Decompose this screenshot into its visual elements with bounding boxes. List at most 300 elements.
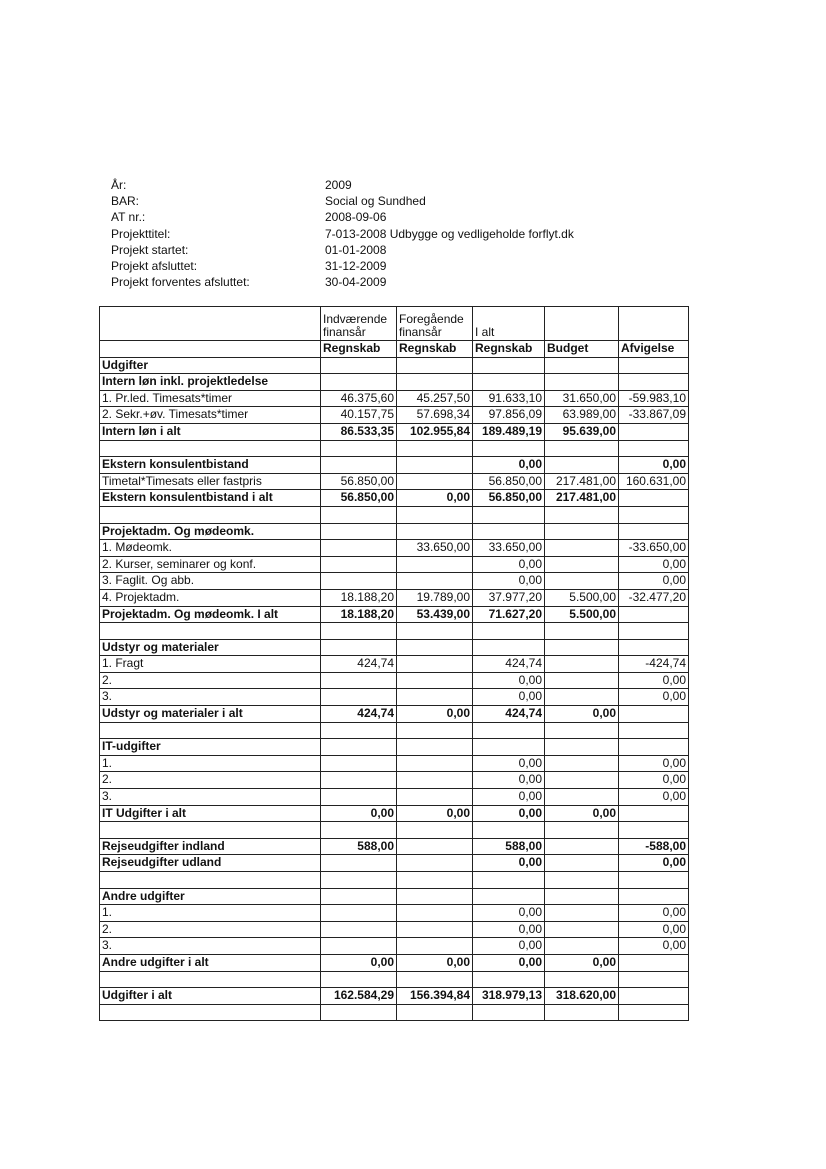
- value-cell: [619, 888, 689, 905]
- info-label: År:: [111, 178, 127, 192]
- value-cell: [473, 1004, 545, 1021]
- row-label-cell: 3.: [100, 689, 321, 706]
- row-label-cell: Ekstern konsulentbistand i alt: [100, 490, 321, 507]
- row-label-cell: Rejseudgifter indland: [100, 838, 321, 855]
- info-label: AT nr.:: [111, 210, 146, 225]
- value-cell: [321, 905, 397, 922]
- value-cell: 71.627,20: [473, 606, 545, 623]
- value-cell: [545, 374, 619, 391]
- value-cell: 31.650,00: [545, 390, 619, 407]
- value-cell: -33.650,00: [619, 540, 689, 557]
- row-label-cell: Andre udgifter i alt: [100, 954, 321, 971]
- value-cell: [619, 440, 689, 457]
- value-cell: [321, 523, 397, 540]
- value-cell: [545, 921, 619, 938]
- value-cell: 0,00: [397, 490, 473, 507]
- value-cell: 5.500,00: [545, 589, 619, 606]
- value-cell: [619, 639, 689, 656]
- value-cell: [473, 639, 545, 656]
- value-cell: [321, 971, 397, 988]
- value-cell: 97.856,09: [473, 407, 545, 424]
- value-cell: [619, 506, 689, 523]
- row-label-cell: [100, 822, 321, 839]
- value-cell: [321, 357, 397, 374]
- value-cell: 0,00: [619, 905, 689, 922]
- value-cell: [473, 739, 545, 756]
- value-cell: [397, 656, 473, 673]
- table-row: [100, 390, 689, 407]
- info-row: [111, 193, 574, 209]
- table-row: [100, 722, 689, 739]
- table-row: [100, 905, 689, 922]
- value-cell: [397, 440, 473, 457]
- value-cell: [397, 822, 473, 839]
- value-cell: -32.477,20: [619, 589, 689, 606]
- value-cell: [545, 772, 619, 789]
- project-info: [111, 177, 574, 290]
- value-cell: 95.639,00: [545, 423, 619, 440]
- value-cell: [619, 971, 689, 988]
- info-label: Projekttitel:: [111, 226, 171, 241]
- value-cell: 0,00: [473, 573, 545, 590]
- value-cell: 156.394,84: [397, 988, 473, 1005]
- table-row: [100, 838, 689, 855]
- row-label-cell: Intern løn i alt: [100, 423, 321, 440]
- table-row: [100, 606, 689, 623]
- row-label-cell: 2.: [100, 672, 321, 689]
- value-cell: 0,00: [473, 805, 545, 822]
- value-cell: [397, 739, 473, 756]
- value-cell: [321, 872, 397, 889]
- value-cell: [397, 772, 473, 789]
- table-row: [100, 706, 689, 723]
- value-cell: [321, 888, 397, 905]
- value-cell: 217.481,00: [545, 490, 619, 507]
- value-cell: [619, 490, 689, 507]
- row-label-cell: Udgifter: [100, 357, 321, 374]
- table-row: [100, 755, 689, 772]
- info-row: [111, 226, 574, 242]
- value-cell: [619, 805, 689, 822]
- value-cell: [397, 523, 473, 540]
- value-cell: 102.955,84: [397, 423, 473, 440]
- value-cell: 0,00: [545, 706, 619, 723]
- table-row: [100, 490, 689, 507]
- value-cell: [397, 639, 473, 656]
- value-cell: [545, 755, 619, 772]
- value-cell: 588,00: [321, 838, 397, 855]
- row-label-cell: IT Udgifter i alt: [100, 805, 321, 822]
- value-cell: 56.850,00: [321, 473, 397, 490]
- table-row: [100, 954, 689, 971]
- table-row: [100, 971, 689, 988]
- info-row: [111, 242, 574, 258]
- table-row: [100, 872, 689, 889]
- value-cell: 0,00: [545, 805, 619, 822]
- value-cell: [321, 789, 397, 806]
- value-cell: 588,00: [473, 838, 545, 855]
- value-cell: [545, 1004, 619, 1021]
- row-label-cell: 2.: [100, 921, 321, 938]
- value-cell: 0,00: [619, 573, 689, 590]
- value-cell: [397, 457, 473, 474]
- value-cell: 0,00: [397, 805, 473, 822]
- value-cell: [545, 307, 619, 341]
- info-label: BAR:: [111, 194, 140, 209]
- budget-table-body: [100, 307, 689, 1021]
- value-cell: [473, 440, 545, 457]
- value-cell: [545, 457, 619, 474]
- row-label-cell: 1.: [100, 755, 321, 772]
- value-cell: 45.257,50: [397, 390, 473, 407]
- value-cell: 18.188,20: [321, 606, 397, 623]
- value-cell: 56.850,00: [473, 490, 545, 507]
- value-cell: 0,00: [473, 938, 545, 955]
- value-cell: 0,00: [397, 706, 473, 723]
- row-label-cell: Udgifter i alt: [100, 988, 321, 1005]
- value-cell: [397, 971, 473, 988]
- value-cell: 424,74: [473, 656, 545, 673]
- value-cell: [473, 506, 545, 523]
- value-cell: 0,00: [619, 689, 689, 706]
- table-row: [100, 540, 689, 557]
- value-cell: [619, 307, 689, 341]
- value-cell: [321, 506, 397, 523]
- row-label-cell: IT-udgifter: [100, 739, 321, 756]
- value-cell: [619, 739, 689, 756]
- table-row: [100, 573, 689, 590]
- value-cell: 53.439,00: [397, 606, 473, 623]
- value-cell: 33.650,00: [473, 540, 545, 557]
- table-row: [100, 357, 689, 374]
- value-cell: [397, 689, 473, 706]
- value-cell: [321, 689, 397, 706]
- table-row: [100, 1004, 689, 1021]
- value-cell: 0,00: [397, 954, 473, 971]
- value-cell: [619, 954, 689, 971]
- value-cell: 0,00: [473, 789, 545, 806]
- value-cell: [321, 440, 397, 457]
- row-label-cell: Timetal*Timesats eller fastpris: [100, 473, 321, 490]
- value-cell: 0,00: [473, 457, 545, 474]
- value-cell: [545, 656, 619, 673]
- value-cell: [545, 722, 619, 739]
- info-label: Projekt afsluttet:: [111, 258, 198, 273]
- table-row: [100, 623, 689, 640]
- value-cell: 0,00: [619, 457, 689, 474]
- value-cell: [321, 755, 397, 772]
- value-cell: [545, 623, 619, 640]
- table-row: [100, 407, 689, 424]
- budget-table: [99, 306, 689, 1021]
- value-cell: [397, 921, 473, 938]
- info-label: Projekt forventes afsluttet:: [111, 275, 250, 290]
- value-cell: 86.533,35: [321, 423, 397, 440]
- row-label-cell: 1. Mødeomk.: [100, 540, 321, 557]
- value-cell: 0,00: [473, 672, 545, 689]
- row-label-cell: [100, 971, 321, 988]
- table-row: [100, 374, 689, 391]
- table-row: [100, 822, 689, 839]
- value-cell: [473, 872, 545, 889]
- value-cell: [321, 739, 397, 756]
- row-label-cell: [100, 506, 321, 523]
- value-cell: 19.789,00: [397, 589, 473, 606]
- value-cell: [545, 639, 619, 656]
- table-row: [100, 556, 689, 573]
- value-cell: [397, 374, 473, 391]
- value-cell: [545, 672, 619, 689]
- value-cell: 0,00: [321, 954, 397, 971]
- row-label-cell: [100, 341, 321, 358]
- info-value: Social og Sundhed: [325, 194, 426, 209]
- value-cell: [545, 938, 619, 955]
- value-cell: 0,00: [545, 954, 619, 971]
- value-cell: Regnskab: [397, 341, 473, 358]
- value-cell: [545, 506, 619, 523]
- value-cell: [545, 888, 619, 905]
- value-cell: 5.500,00: [545, 606, 619, 623]
- value-cell: [545, 789, 619, 806]
- value-cell: [321, 556, 397, 573]
- value-cell: I alt: [473, 307, 545, 341]
- value-cell: [397, 888, 473, 905]
- table-row: [100, 656, 689, 673]
- value-cell: 56.850,00: [473, 473, 545, 490]
- value-cell: 33.650,00: [397, 540, 473, 557]
- row-label-cell: [100, 440, 321, 457]
- value-cell: 0,00: [619, 672, 689, 689]
- row-label-cell: 2.: [100, 772, 321, 789]
- value-cell: [397, 789, 473, 806]
- row-label-cell: 3.: [100, 938, 321, 955]
- info-value: 2009: [325, 178, 352, 192]
- row-label-cell: [100, 307, 321, 341]
- value-cell: [397, 838, 473, 855]
- value-cell: [545, 905, 619, 922]
- info-value: 7-013-2008 Udbygge og vedligeholde forflyt.dk: [325, 226, 574, 241]
- table-row: [100, 589, 689, 606]
- value-cell: [321, 1004, 397, 1021]
- row-label-cell: Ekstern konsulentbistand: [100, 457, 321, 474]
- value-cell: [545, 523, 619, 540]
- row-label-cell: 3. Faglit. Og abb.: [100, 573, 321, 590]
- value-cell: [321, 540, 397, 557]
- table-row: [100, 938, 689, 955]
- value-cell: 57.698,34: [397, 407, 473, 424]
- value-cell: [619, 988, 689, 1005]
- value-cell: 0,00: [619, 755, 689, 772]
- value-cell: Foregående finansår: [397, 307, 473, 341]
- value-cell: [473, 374, 545, 391]
- value-cell: Indværende finansår: [321, 307, 397, 341]
- value-cell: [397, 506, 473, 523]
- value-cell: [545, 540, 619, 557]
- value-cell: [397, 872, 473, 889]
- value-cell: [397, 357, 473, 374]
- value-cell: [321, 374, 397, 391]
- value-cell: 0,00: [473, 905, 545, 922]
- table-row: [100, 423, 689, 440]
- value-cell: 0,00: [619, 772, 689, 789]
- value-cell: [619, 423, 689, 440]
- value-cell: [545, 855, 619, 872]
- value-cell: 0,00: [619, 855, 689, 872]
- value-cell: [545, 822, 619, 839]
- value-cell: 40.157,75: [321, 407, 397, 424]
- value-cell: 46.375,60: [321, 390, 397, 407]
- value-cell: [321, 921, 397, 938]
- value-cell: 0,00: [473, 755, 545, 772]
- value-cell: [545, 357, 619, 374]
- value-cell: -588,00: [619, 838, 689, 855]
- value-cell: -424,74: [619, 656, 689, 673]
- row-label-cell: Projektadm. Og mødeomk.: [100, 523, 321, 540]
- value-cell: [397, 573, 473, 590]
- value-cell: Budget: [545, 341, 619, 358]
- row-label-cell: Andre udgifter: [100, 888, 321, 905]
- value-cell: 318.979,13: [473, 988, 545, 1005]
- value-cell: 424,74: [321, 706, 397, 723]
- row-label-cell: [100, 623, 321, 640]
- info-value: 2008-09-06: [325, 210, 387, 225]
- value-cell: [619, 722, 689, 739]
- row-label-cell: Rejseudgifter udland: [100, 855, 321, 872]
- value-cell: [473, 822, 545, 839]
- header-row-period: [100, 307, 689, 341]
- row-label-cell: 2. Kurser, seminarer og konf.: [100, 556, 321, 573]
- value-cell: [473, 523, 545, 540]
- value-cell: [397, 722, 473, 739]
- table-row: [100, 888, 689, 905]
- row-label-cell: [100, 1004, 321, 1021]
- value-cell: [397, 905, 473, 922]
- value-cell: 0,00: [473, 855, 545, 872]
- value-cell: [321, 623, 397, 640]
- info-row: [111, 274, 574, 290]
- value-cell: 318.620,00: [545, 988, 619, 1005]
- info-value: 31-12-2009: [325, 258, 387, 273]
- value-cell: [619, 822, 689, 839]
- row-label-cell: 1. Fragt: [100, 656, 321, 673]
- value-cell: [397, 938, 473, 955]
- info-row: [111, 258, 574, 274]
- info-value: 01-01-2008: [325, 242, 387, 257]
- value-cell: 0,00: [321, 805, 397, 822]
- value-cell: [397, 1004, 473, 1021]
- value-cell: 0,00: [473, 954, 545, 971]
- value-cell: [619, 706, 689, 723]
- value-cell: [321, 639, 397, 656]
- row-label-cell: 1. Pr.led. Timesats*timer: [100, 390, 321, 407]
- info-row: [111, 209, 574, 225]
- table-row: [100, 855, 689, 872]
- value-cell: [397, 556, 473, 573]
- info-value: 30-04-2009: [325, 275, 387, 290]
- value-cell: [545, 971, 619, 988]
- row-label-cell: Projektadm. Og mødeomk. I alt: [100, 606, 321, 623]
- value-cell: 189.489,19: [473, 423, 545, 440]
- value-cell: 0,00: [473, 689, 545, 706]
- value-cell: 18.188,20: [321, 589, 397, 606]
- value-cell: 0,00: [619, 921, 689, 938]
- value-cell: 0,00: [473, 921, 545, 938]
- value-cell: 217.481,00: [545, 473, 619, 490]
- value-cell: 162.584,29: [321, 988, 397, 1005]
- table-row: [100, 639, 689, 656]
- value-cell: [321, 938, 397, 955]
- value-cell: 0,00: [473, 556, 545, 573]
- table-row: [100, 739, 689, 756]
- value-cell: Afvigelse: [619, 341, 689, 358]
- value-cell: [545, 689, 619, 706]
- value-cell: 56.850,00: [321, 490, 397, 507]
- row-label-cell: [100, 722, 321, 739]
- value-cell: [619, 1004, 689, 1021]
- info-row: [111, 177, 574, 193]
- info-label: Projekt startet:: [111, 242, 189, 257]
- value-cell: [397, 473, 473, 490]
- table-row: [100, 921, 689, 938]
- value-cell: [545, 556, 619, 573]
- row-label-cell: Udstyr og materialer i alt: [100, 706, 321, 723]
- value-cell: 0,00: [619, 938, 689, 955]
- table-row: [100, 457, 689, 474]
- row-label-cell: 3.: [100, 789, 321, 806]
- value-cell: [619, 374, 689, 391]
- value-cell: 91.633,10: [473, 390, 545, 407]
- table-row: [100, 473, 689, 490]
- value-cell: [545, 872, 619, 889]
- value-cell: 0,00: [473, 772, 545, 789]
- value-cell: [619, 623, 689, 640]
- value-cell: [321, 772, 397, 789]
- row-label-cell: 4. Projektadm.: [100, 589, 321, 606]
- value-cell: [321, 822, 397, 839]
- value-cell: -59.983,10: [619, 390, 689, 407]
- table-row: [100, 789, 689, 806]
- value-cell: 0,00: [619, 556, 689, 573]
- value-cell: 424,74: [473, 706, 545, 723]
- row-label-cell: [100, 872, 321, 889]
- value-cell: -33.867,09: [619, 407, 689, 424]
- value-cell: [321, 457, 397, 474]
- value-cell: [545, 838, 619, 855]
- value-cell: Regnskab: [321, 341, 397, 358]
- value-cell: [321, 672, 397, 689]
- table-row: [100, 440, 689, 457]
- value-cell: [473, 722, 545, 739]
- table-row: [100, 772, 689, 789]
- row-label-cell: Udstyr og materialer: [100, 639, 321, 656]
- table-row: [100, 988, 689, 1005]
- value-cell: [397, 755, 473, 772]
- table-row: [100, 506, 689, 523]
- value-cell: [321, 573, 397, 590]
- table-row: [100, 805, 689, 822]
- table-row: [100, 672, 689, 689]
- value-cell: 424,74: [321, 656, 397, 673]
- row-label-cell: 2. Sekr.+øv. Timesats*timer: [100, 407, 321, 424]
- value-cell: [473, 888, 545, 905]
- value-cell: [473, 357, 545, 374]
- value-cell: [619, 357, 689, 374]
- value-cell: [545, 573, 619, 590]
- value-cell: [473, 971, 545, 988]
- value-cell: [619, 606, 689, 623]
- value-cell: [473, 623, 545, 640]
- value-cell: 0,00: [619, 789, 689, 806]
